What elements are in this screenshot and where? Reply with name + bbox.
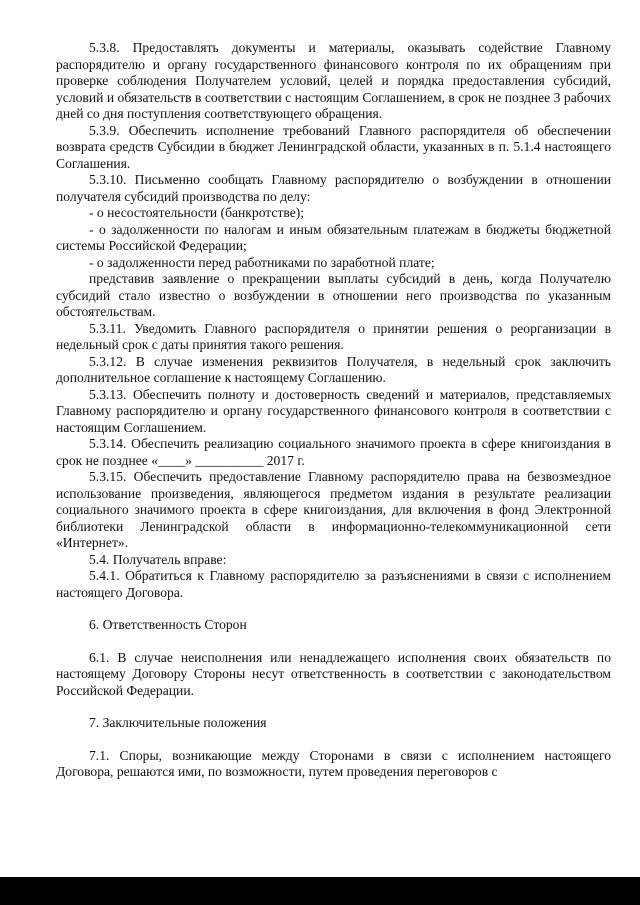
paragraph-5-3-14: 5.3.14. Обеспечить реализацию социального значимого проекта в сфере книгоиздания в срок не позднее «____» __________ 2017 г. — [56, 436, 611, 468]
paragraph-5-3-10: 5.3.10. Письменно сообщать Главному распорядителю о возбуждении в отношении получателя субсидий производства по делу: — [56, 172, 611, 204]
document-page — [56, 40, 611, 781]
list-item-bankruptcy: - о несостоятельности (банкротстве); — [89, 205, 305, 220]
scan-bottom-border — [0, 877, 640, 905]
list-item-tax-debt: - о задолженности по налогам и иным обязательным платежам в бюджеты бюджетной системы Российской Федерации; — [56, 221, 611, 253]
paragraph-5-3-15: 5.3.15. Обеспечить предоставление Главному распорядителю права на безвозмездное использование произведения, являющегося предметом издания в результате реализации социального значимого проекта в сфере книгоиздания, для включения в фонд Электронной библиотеки Ленинградской области в информационно-телекоммуникационной сети «Интернет». — [56, 469, 611, 550]
paragraph-statement: представив заявление о прекращении выплаты субсидий в день, когда Получателю субсидий стало известно о возбуждении в отношении него производства по указанным обстоятельствам. — [56, 271, 611, 319]
paragraph-5-3-11: 5.3.11. Уведомить Главного распорядителя о принятии решения о реорганизации в недельный срок с даты принятия такого решения. — [56, 320, 611, 352]
paragraph-5-3-12: 5.3.12. В случае изменения реквизитов Получателя, в недельный срок заключить дополнительное соглашение к настоящему Соглашению. — [56, 353, 611, 385]
paragraph-5-3-9: 5.3.9. Обеспечить исполнение требований Главного распорядителя об обеспечении возврата средств Субсидии в бюджет Ленинградской области, указанных в п. 5.1.4 настоящего Соглашения. — [56, 122, 611, 171]
section-6-heading: 6. Ответственность Сторон — [89, 617, 247, 632]
paragraph-5-4: 5.4. Получатель вправе: — [89, 551, 227, 567]
paragraph-5-3-13: 5.3.13. Обеспечить полноту и достоверность сведений и материалов, представляемых Главному распорядителю и органу государственного финансового контроля в соответствии с настоящим Соглашением. — [56, 386, 611, 435]
paragraph-5-4-1: 5.4.1. Обратиться к Главному распорядителю за разъяснениями в связи с исполнением настоящего Договора. — [56, 568, 611, 600]
section-7-heading: 7. Заключительные положения — [89, 715, 267, 730]
paragraph-5-3-8: 5.3.8. Предоставлять документы и материалы, оказывать содействие Главному распорядителю и органу государственного финансового контроля по их обращениям при проверке соблюдения Получателем условий, целей и порядка предоставления субсидий, условий и обязательств в соответствии с настоящим Соглашением, в срок не позднее 3 рабочих дней со дня поступления соответствующего обращения. — [56, 40, 611, 121]
paragraph-6-1: 6.1. В случае неисполнения или ненадлежащего исполнения своих обязательств по настоящему Договору Стороны несут ответственность в соответствии с законодательством Российской Федерации. — [56, 649, 611, 698]
list-item-wage-debt: - о задолженности перед работниками по заработной плате; — [89, 254, 435, 270]
paragraph-7-1: 7.1. Споры, возникающие между Сторонами в связи с исполнением настоящего Договора, решаются ими, по возможности, путем проведения переговоров с — [56, 747, 611, 779]
